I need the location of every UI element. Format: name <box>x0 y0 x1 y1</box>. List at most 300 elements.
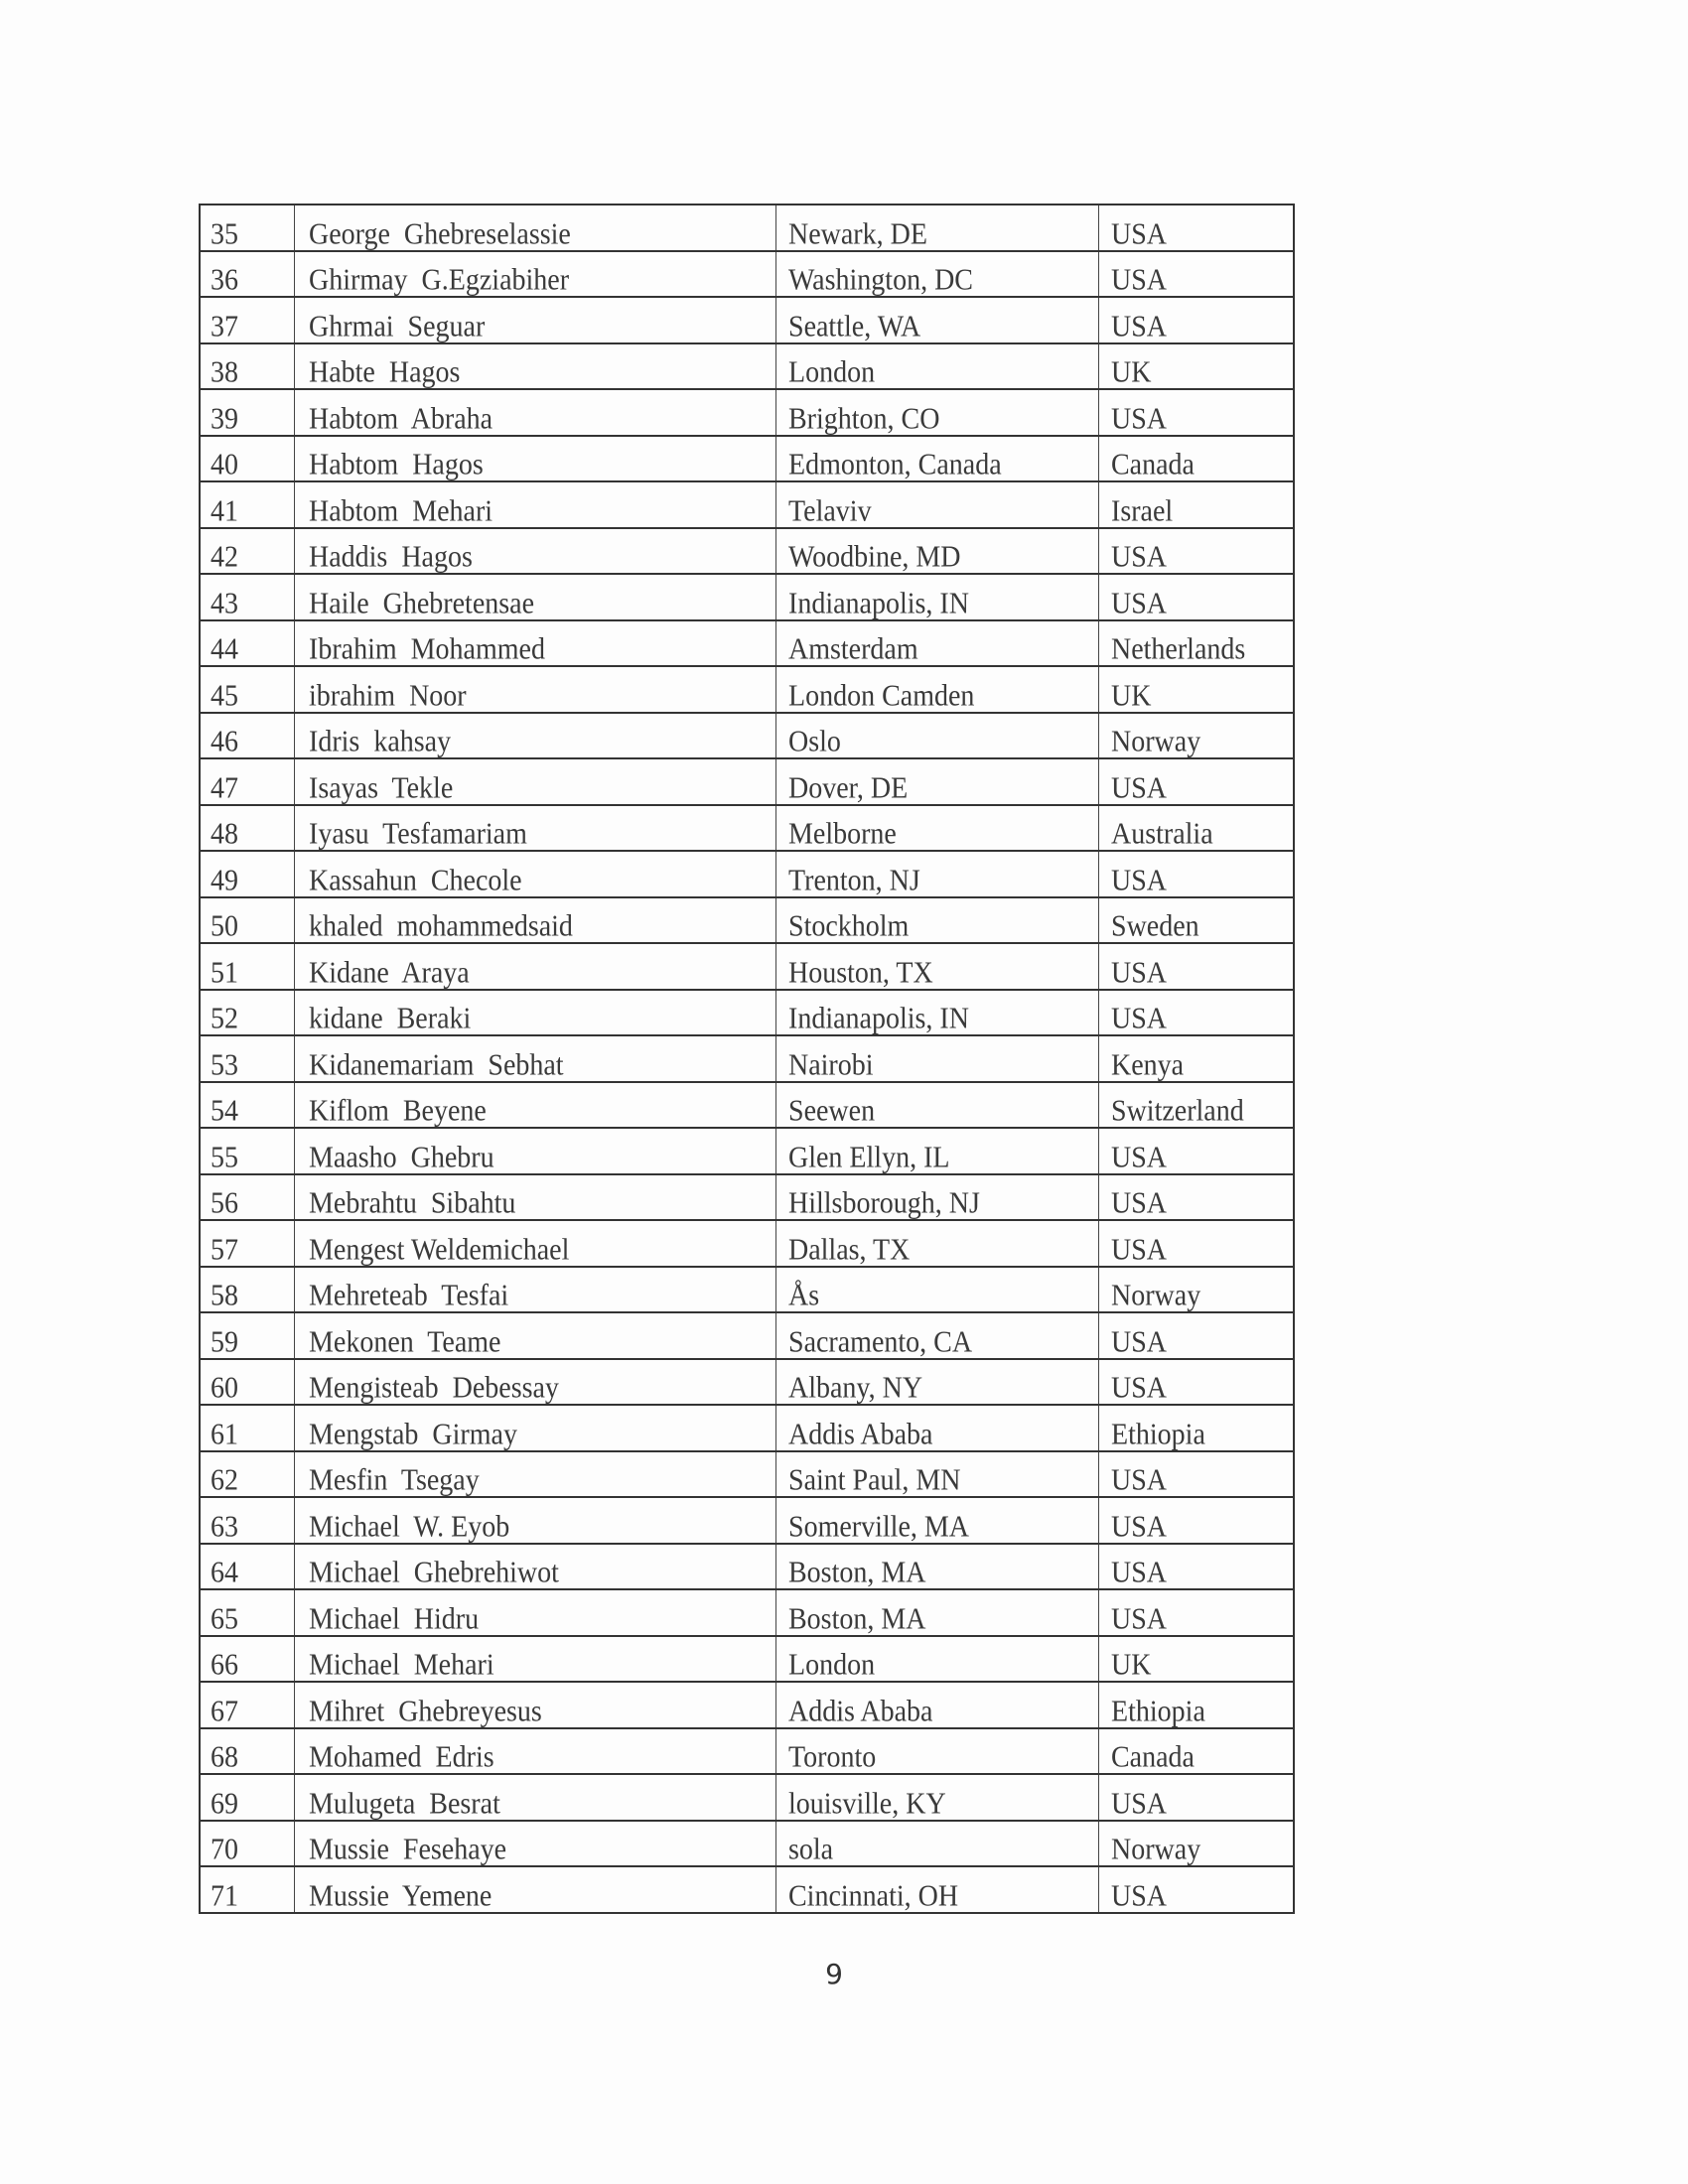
city-cell-text: sola <box>788 1833 834 1867</box>
country-cell-text: USA <box>1111 864 1168 897</box>
person-name-text: Iyasu Tesfamariam <box>309 817 527 852</box>
city-cell <box>776 297 1099 343</box>
country-cell-text: Norway <box>1111 725 1201 759</box>
person-name <box>295 481 776 528</box>
row-number-text: 65 <box>211 1602 238 1636</box>
table-row <box>200 1589 1294 1636</box>
city-cell-text: Houston, TX <box>788 956 933 990</box>
person-name-text: Mengest Weldemichael <box>309 1233 570 1267</box>
person-name-text: Kidane Araya <box>309 956 470 990</box>
row-number-text: 49 <box>211 864 238 897</box>
city-cell-text: Boston, MA <box>788 1602 926 1636</box>
row-number <box>200 297 295 343</box>
city-cell-text: Nairobi <box>788 1048 874 1082</box>
country-cell-text: Netherlands <box>1111 632 1246 667</box>
row-number-text: 54 <box>211 1094 238 1129</box>
person-name-text: Kiflom Beyene <box>309 1094 487 1129</box>
person-name <box>295 1174 776 1221</box>
person-name-text: Mussie Yemene <box>309 1879 492 1913</box>
city-cell <box>776 1636 1099 1683</box>
row-number <box>200 1821 295 1867</box>
table-row <box>200 713 1294 759</box>
row-number-text: 59 <box>211 1325 238 1359</box>
person-name-text: kidane Beraki <box>309 1002 472 1036</box>
row-number <box>200 1544 295 1590</box>
country-cell-text: USA <box>1111 1325 1168 1359</box>
table-row <box>200 205 1294 251</box>
city-cell-text: Somerville, MA <box>788 1510 969 1544</box>
country-cell-text: USA <box>1111 1556 1168 1590</box>
table-row <box>200 389 1294 436</box>
country-cell-text: USA <box>1111 771 1168 805</box>
city-cell-text: Albany, NY <box>788 1371 923 1406</box>
person-name <box>295 1312 776 1359</box>
country-cell <box>1099 758 1295 805</box>
row-number <box>200 713 295 759</box>
city-cell <box>776 1359 1099 1406</box>
city-cell-text: Addis Ababa <box>788 1695 933 1728</box>
country-cell <box>1099 1544 1295 1590</box>
table-row <box>200 297 1294 343</box>
country-cell-text: Norway <box>1111 1833 1201 1867</box>
row-number <box>200 1497 295 1544</box>
country-cell <box>1099 205 1295 251</box>
table-row <box>200 897 1294 944</box>
row-number-text: 38 <box>211 355 238 390</box>
row-number <box>200 1728 295 1775</box>
row-number-text: 39 <box>211 402 238 436</box>
city-cell <box>776 897 1099 944</box>
row-number <box>200 1267 295 1313</box>
person-name-text: Mehreteab Tesfai <box>309 1279 509 1313</box>
person-name <box>295 1082 776 1129</box>
row-number-text: 70 <box>211 1833 238 1867</box>
row-number <box>200 1220 295 1267</box>
table-row <box>200 1497 1294 1544</box>
person-name-text: Kassahun Checole <box>309 864 522 897</box>
city-cell <box>776 1405 1099 1451</box>
row-number-text: 57 <box>211 1233 238 1267</box>
row-number-text: 48 <box>211 817 238 852</box>
country-cell-text: Kenya <box>1111 1048 1185 1082</box>
city-cell <box>776 1728 1099 1775</box>
table-row <box>200 528 1294 575</box>
signatory-table <box>199 204 1295 1914</box>
person-name-text: Habte Hagos <box>309 355 461 390</box>
page-number: 9 <box>825 1958 843 1990</box>
table-row <box>200 1728 1294 1775</box>
row-number-text: 61 <box>211 1418 238 1451</box>
row-number-text: 67 <box>211 1695 238 1728</box>
city-cell-text: Indianapolis, IN <box>788 1002 969 1036</box>
person-name-text: Mengisteab Debessay <box>309 1371 559 1406</box>
person-name <box>295 436 776 482</box>
city-cell <box>776 805 1099 852</box>
row-number-text: 45 <box>211 679 238 713</box>
city-cell <box>776 851 1099 897</box>
person-name <box>295 1728 776 1775</box>
table-row <box>200 990 1294 1036</box>
person-name <box>295 1220 776 1267</box>
row-number-text: 51 <box>211 956 238 990</box>
row-number-text: 71 <box>211 1879 238 1913</box>
city-cell-text: Cincinnati, OH <box>788 1879 959 1913</box>
city-cell <box>776 1267 1099 1313</box>
person-name <box>295 389 776 436</box>
city-cell-text: Seewen <box>788 1094 876 1129</box>
country-cell-text: Sweden <box>1111 909 1199 944</box>
country-cell-text: USA <box>1111 263 1168 298</box>
country-cell <box>1099 574 1295 620</box>
country-cell-text: Israel <box>1111 494 1174 528</box>
city-cell-text: louisville, KY <box>788 1787 946 1821</box>
city-cell-text: Telaviv <box>788 494 872 528</box>
row-number <box>200 851 295 897</box>
person-name <box>295 343 776 390</box>
city-cell-text: Hillsborough, NJ <box>788 1186 980 1221</box>
table-row <box>200 805 1294 852</box>
table-row <box>200 1220 1294 1267</box>
table-row <box>200 943 1294 990</box>
table-row <box>200 1359 1294 1406</box>
person-name <box>295 205 776 251</box>
country-cell-text: USA <box>1111 1371 1168 1406</box>
country-cell <box>1099 713 1295 759</box>
city-cell <box>776 481 1099 528</box>
country-cell <box>1099 1728 1295 1775</box>
country-cell <box>1099 343 1295 390</box>
person-name-text: ibrahim Noor <box>309 679 467 713</box>
country-cell-text: Canada <box>1111 448 1195 482</box>
row-number <box>200 943 295 990</box>
row-number <box>200 1082 295 1129</box>
row-number-text: 60 <box>211 1371 238 1406</box>
city-cell-text: Brighton, CO <box>788 402 940 436</box>
table-row <box>200 1636 1294 1683</box>
person-name-text: George Ghebreselassie <box>309 217 571 251</box>
row-number-text: 46 <box>211 725 238 759</box>
country-cell-text: USA <box>1111 956 1168 990</box>
person-name <box>295 990 776 1036</box>
city-cell <box>776 528 1099 575</box>
row-number-text: 42 <box>211 540 238 575</box>
country-cell-text: USA <box>1111 587 1168 620</box>
country-cell <box>1099 1035 1295 1082</box>
row-number <box>200 251 295 298</box>
person-name <box>295 1451 776 1498</box>
country-cell-text: USA <box>1111 540 1168 575</box>
city-cell <box>776 1220 1099 1267</box>
person-name <box>295 805 776 852</box>
person-name-text: Ibrahim Mohammed <box>309 632 545 667</box>
row-number <box>200 1866 295 1913</box>
city-cell <box>776 1082 1099 1129</box>
table-row <box>200 1682 1294 1728</box>
person-name <box>295 528 776 575</box>
city-cell-text: Dover, DE <box>788 771 909 805</box>
table-row <box>200 620 1294 667</box>
person-name <box>295 666 776 713</box>
table-row <box>200 436 1294 482</box>
table-row <box>200 666 1294 713</box>
person-name <box>295 713 776 759</box>
city-cell-text: Oslo <box>788 725 841 759</box>
city-cell-text: Dallas, TX <box>788 1233 911 1267</box>
country-cell-text: USA <box>1111 217 1168 251</box>
person-name-text: Mussie Fesehaye <box>309 1833 507 1867</box>
city-cell <box>776 1174 1099 1221</box>
row-number-text: 35 <box>211 217 238 251</box>
person-name-text: Michael W. Eyob <box>309 1510 510 1544</box>
table-row <box>200 1312 1294 1359</box>
row-number <box>200 1682 295 1728</box>
person-name-text: Mekonen Teame <box>309 1325 501 1359</box>
person-name <box>295 1589 776 1636</box>
country-cell <box>1099 620 1295 667</box>
city-cell-text: Amsterdam <box>788 632 918 667</box>
person-name-text: Mengstab Girmay <box>309 1418 517 1451</box>
person-name-text: Haile Ghebretensae <box>309 587 534 620</box>
table-row <box>200 481 1294 528</box>
person-name-text: Habtom Abraha <box>309 402 493 436</box>
country-cell <box>1099 897 1295 944</box>
table-row <box>200 1866 1294 1913</box>
table-row <box>200 1451 1294 1498</box>
row-number <box>200 1589 295 1636</box>
person-name-text: Idris kahsay <box>309 725 452 759</box>
row-number-text: 37 <box>211 310 238 343</box>
country-cell-text: Ethiopia <box>1111 1418 1205 1451</box>
country-cell-text: USA <box>1111 402 1168 436</box>
person-name <box>295 1774 776 1821</box>
country-cell-text: Australia <box>1111 817 1213 852</box>
city-cell-text: Trenton, NJ <box>788 864 920 897</box>
row-number <box>200 1774 295 1821</box>
person-name-text: Haddis Hagos <box>309 540 473 575</box>
row-number <box>200 1359 295 1406</box>
table-row <box>200 1174 1294 1221</box>
country-cell <box>1099 1636 1295 1683</box>
person-name-text: Habtom Mehari <box>309 494 493 528</box>
row-number-text: 53 <box>211 1048 238 1082</box>
country-cell <box>1099 1220 1295 1267</box>
row-number <box>200 990 295 1036</box>
person-name-text: Michael Ghebrehiwot <box>309 1556 559 1590</box>
city-cell <box>776 1682 1099 1728</box>
row-number-text: 56 <box>211 1186 238 1221</box>
person-name-text: Ghrmai Seguar <box>309 310 486 343</box>
city-cell <box>776 343 1099 390</box>
table-row <box>200 758 1294 805</box>
city-cell-text: Glen Ellyn, IL <box>788 1141 950 1174</box>
country-cell <box>1099 943 1295 990</box>
city-cell-text: Indianapolis, IN <box>788 587 969 620</box>
city-cell <box>776 389 1099 436</box>
table-row <box>200 1821 1294 1867</box>
city-cell-text: Boston, MA <box>788 1556 926 1590</box>
city-cell <box>776 1821 1099 1867</box>
country-cell-text: UK <box>1111 679 1152 713</box>
row-number-text: 66 <box>211 1648 238 1683</box>
country-cell-text: USA <box>1111 1186 1168 1221</box>
row-number <box>200 389 295 436</box>
person-name <box>295 1035 776 1082</box>
country-cell-text: USA <box>1111 1602 1168 1636</box>
country-cell-text: USA <box>1111 1510 1168 1544</box>
city-cell <box>776 943 1099 990</box>
country-cell <box>1099 990 1295 1036</box>
person-name <box>295 1821 776 1867</box>
row-number <box>200 436 295 482</box>
table-row <box>200 1082 1294 1129</box>
city-cell <box>776 205 1099 251</box>
row-number <box>200 1174 295 1221</box>
country-cell-text: USA <box>1111 1233 1168 1267</box>
city-cell-text: London Camden <box>788 679 975 713</box>
person-name-text: Kidanemariam Sebhat <box>309 1048 564 1082</box>
person-name <box>295 943 776 990</box>
row-number-text: 36 <box>211 263 238 298</box>
row-number <box>200 1451 295 1498</box>
country-cell <box>1099 1082 1295 1129</box>
city-cell-text: London <box>788 355 876 390</box>
person-name-text: khaled mohammedsaid <box>309 909 573 944</box>
city-cell <box>776 1497 1099 1544</box>
country-cell-text: USA <box>1111 1879 1168 1913</box>
city-cell <box>776 758 1099 805</box>
country-cell-text: USA <box>1111 310 1168 343</box>
table-row <box>200 1267 1294 1313</box>
country-cell-text: Canada <box>1111 1740 1195 1775</box>
person-name <box>295 1128 776 1174</box>
country-cell <box>1099 1821 1295 1867</box>
country-cell <box>1099 1359 1295 1406</box>
city-cell <box>776 1774 1099 1821</box>
person-name-text: Michael Mehari <box>309 1648 494 1683</box>
person-name <box>295 574 776 620</box>
row-number <box>200 1405 295 1451</box>
country-cell-text: USA <box>1111 1787 1168 1821</box>
country-cell <box>1099 481 1295 528</box>
row-number-text: 69 <box>211 1787 238 1821</box>
row-number <box>200 758 295 805</box>
city-cell <box>776 713 1099 759</box>
country-cell <box>1099 1774 1295 1821</box>
row-number-text: 63 <box>211 1510 238 1544</box>
row-number <box>200 897 295 944</box>
row-number-text: 41 <box>211 494 238 528</box>
city-cell-text: Saint Paul, MN <box>788 1463 961 1498</box>
row-number-text: 68 <box>211 1740 238 1775</box>
row-number-text: 50 <box>211 909 238 944</box>
row-number <box>200 574 295 620</box>
city-cell <box>776 1544 1099 1590</box>
person-name <box>295 620 776 667</box>
person-name <box>295 1497 776 1544</box>
city-cell <box>776 1866 1099 1913</box>
person-name <box>295 1359 776 1406</box>
row-number-text: 40 <box>211 448 238 482</box>
city-cell <box>776 574 1099 620</box>
country-cell-text: USA <box>1111 1002 1168 1036</box>
city-cell-text: Melborne <box>788 817 897 852</box>
row-number-text: 58 <box>211 1279 238 1313</box>
country-cell-text: UK <box>1111 1648 1152 1683</box>
table-row <box>200 251 1294 298</box>
table-row <box>200 1405 1294 1451</box>
country-cell <box>1099 1497 1295 1544</box>
city-cell-text: London <box>788 1648 876 1683</box>
country-cell-text: Switzerland <box>1111 1094 1244 1129</box>
row-number <box>200 1636 295 1683</box>
row-number <box>200 205 295 251</box>
row-number-text: 43 <box>211 587 238 620</box>
city-cell <box>776 1312 1099 1359</box>
person-name <box>295 897 776 944</box>
person-name <box>295 297 776 343</box>
row-number-text: 64 <box>211 1556 238 1590</box>
city-cell <box>776 1128 1099 1174</box>
city-cell <box>776 620 1099 667</box>
country-cell-text: UK <box>1111 355 1152 390</box>
city-cell-text: Stockholm <box>788 909 910 944</box>
row-number-text: 52 <box>211 1002 238 1036</box>
country-cell-text: Ethiopia <box>1111 1695 1205 1728</box>
person-name <box>295 1866 776 1913</box>
row-number <box>200 1128 295 1174</box>
city-cell-text: Sacramento, CA <box>788 1325 973 1359</box>
city-cell-text: Woodbine, MD <box>788 540 961 575</box>
table-row <box>200 1128 1294 1174</box>
person-name <box>295 1405 776 1451</box>
person-name-text: Mesfin Tsegay <box>309 1463 480 1498</box>
city-cell-text: Washington, DC <box>788 263 973 298</box>
person-name <box>295 251 776 298</box>
country-cell <box>1099 1267 1295 1313</box>
country-cell <box>1099 1866 1295 1913</box>
city-cell <box>776 436 1099 482</box>
row-number <box>200 481 295 528</box>
country-cell-text: Norway <box>1111 1279 1201 1313</box>
table-row <box>200 1774 1294 1821</box>
country-cell <box>1099 1174 1295 1221</box>
city-cell-text: Addis Ababa <box>788 1418 933 1451</box>
row-number <box>200 528 295 575</box>
person-name <box>295 758 776 805</box>
country-cell <box>1099 1128 1295 1174</box>
row-number <box>200 1312 295 1359</box>
person-name-text: Ghirmay G.Egziabiher <box>309 263 570 298</box>
country-cell-text: USA <box>1111 1141 1168 1174</box>
person-name <box>295 1544 776 1590</box>
city-cell <box>776 990 1099 1036</box>
row-number <box>200 1035 295 1082</box>
table-row <box>200 851 1294 897</box>
city-cell-text: Seattle, WA <box>788 310 921 343</box>
city-cell <box>776 666 1099 713</box>
person-name <box>295 1267 776 1313</box>
person-name-text: Habtom Hagos <box>309 448 484 482</box>
person-name-text: Mulugeta Besrat <box>309 1787 500 1821</box>
country-cell <box>1099 528 1295 575</box>
person-name-text: Mohamed Edris <box>309 1740 494 1775</box>
table-body <box>200 205 1294 1913</box>
person-name-text: Mebrahtu Sibahtu <box>309 1186 516 1221</box>
row-number <box>200 620 295 667</box>
country-cell <box>1099 805 1295 852</box>
country-cell <box>1099 1451 1295 1498</box>
person-name-text: Michael Hidru <box>309 1602 480 1636</box>
